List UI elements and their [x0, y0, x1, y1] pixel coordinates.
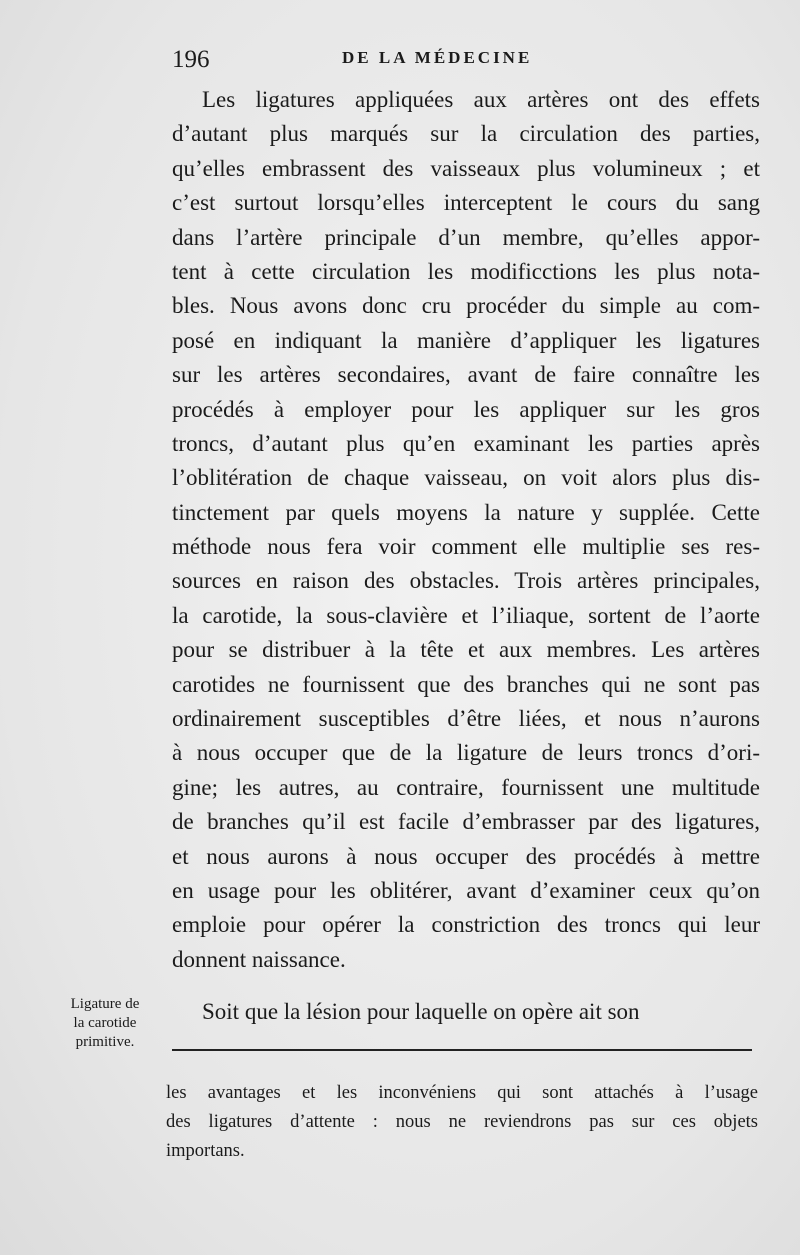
margin-note-line: primitive.: [75, 1034, 135, 1050]
text-line: ordinairement susceptibles d’être liées, et nous n’aurons: [172, 706, 760, 732]
text-line: dans l’artère principale d’un membre, qu’elles appor-: [172, 224, 760, 250]
text-line: sources en raison des obstacles. Trois artères principales,: [172, 568, 760, 594]
text-line: posé en indiquant la manière d’appliquer les ligatures: [172, 327, 760, 353]
text-line: et nous aurons à nous occuper des procédés à mettre: [172, 843, 760, 869]
text-line: de branches qu’il est facile d’embrasser par des ligatures,: [172, 809, 760, 835]
text-line: qu’elles embrassent des vaisseaux plus volumineux ; et: [172, 155, 760, 181]
page-header: [172, 42, 760, 78]
text-line: la carotide, la sous-clavière et l’iliaque, sortent de l’aorte: [172, 602, 760, 628]
text-line: emploie pour opérer la constriction des troncs qui leur: [172, 912, 760, 938]
section-text: Soit que la lésion pour laquelle on opère ait son: [202, 999, 640, 1024]
text-line: carotides ne fournissent que des branches qui ne sont pas: [172, 671, 760, 697]
text-line: Les ligatures appliquées aux artères ont des effets: [202, 87, 760, 112]
footnote: [166, 1079, 758, 1166]
text-line: gine; les autres, au contraire, fournissent une multitude: [172, 774, 760, 800]
text-line: méthode nous fera voir comment elle multiplie ses res-: [172, 534, 760, 560]
footnote-separator: [172, 1049, 752, 1051]
margin-note-line: Ligature de: [70, 996, 140, 1012]
page-number: 196: [172, 46, 210, 73]
text-line: procédés à employer pour les appliquer sur les gros: [172, 396, 760, 422]
text-line: sur les artères secondaires, avant de faire connaître les: [172, 362, 760, 388]
section-first-line: [172, 997, 760, 1027]
text-line: donnent naissance.: [172, 946, 346, 972]
text-line: c’est surtout lorsqu’elles interceptent le cours du sang: [172, 190, 760, 216]
running-head: DE LA MÉDECINE: [342, 48, 533, 67]
text-line: bles. Nous avons donc cru procéder du simple au com-: [172, 293, 760, 319]
main-paragraph: [172, 83, 760, 977]
text-line: troncs, d’autant plus qu’en examinant les parties après: [172, 430, 760, 456]
margin-note: [48, 995, 162, 1052]
text-line: tent à cette circulation les modificctions les plus nota-: [172, 258, 760, 284]
text-line: pour se distribuer à la tête et aux membres. Les artères: [172, 637, 760, 663]
text-line: à nous occuper que de la ligature de leurs troncs d’ori-: [172, 740, 760, 766]
text-line: tinctement par quels moyens la nature y supplée. Cette: [172, 499, 760, 525]
text-line: d’autant plus marqués sur la circulation des parties,: [172, 121, 760, 147]
footnote-line: les avantages et les inconvéniens qui sont attachés à l’usage: [166, 1083, 758, 1103]
margin-note-line: la carotide: [73, 1015, 137, 1031]
text-line: en usage pour les oblitérer, avant d’examiner ceux qu’on: [172, 877, 760, 903]
footnote-line: importans.: [166, 1141, 245, 1161]
text-line: l’oblitération de chaque vaisseau, on voit alors plus dis-: [172, 465, 760, 491]
footnote-line: des ligatures d’attente : nous ne reviendrons pas sur ces objets: [166, 1112, 758, 1132]
